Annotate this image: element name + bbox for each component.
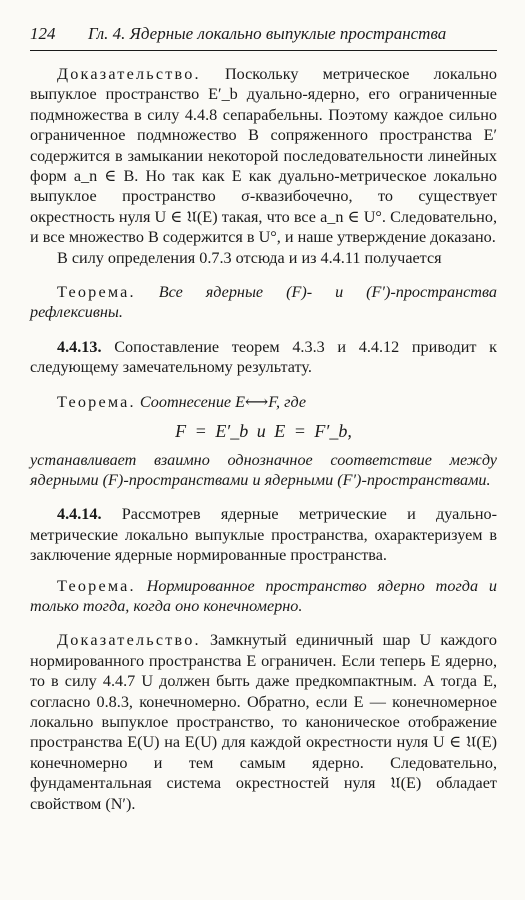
running-header bbox=[30, 20, 497, 51]
theorem-intro: Соотнесение E⟷F, где bbox=[139, 392, 307, 411]
page-body bbox=[30, 64, 497, 814]
page-number: 124 bbox=[30, 24, 56, 43]
proof-paragraph-1 bbox=[30, 64, 497, 248]
theorem-label: Теорема. bbox=[57, 283, 136, 302]
theorem-label: Теорема. bbox=[57, 392, 136, 411]
section-4-4-13 bbox=[30, 337, 497, 378]
theorem-label: Теорема. bbox=[57, 576, 136, 595]
section-number: 4.4.13. bbox=[57, 337, 102, 356]
running-title: Гл. 4. Ядерные локально выпуклые пространства bbox=[88, 24, 447, 43]
theorem-text: Все ядерные (F)- и (F′)-пространства рефлексивны. bbox=[30, 283, 497, 322]
proof-label: Доказательство. bbox=[57, 631, 201, 650]
paragraph-corollary: В силу определения 0.7.3 отсюда и из 4.4.11 получается bbox=[57, 248, 442, 267]
theorem-correspondence-text: устанавливает взаимно однозначное соответствие между ядерными (F)-пространствами и ядерными (F′)-пространствами. bbox=[30, 450, 497, 489]
proof-paragraph-2 bbox=[30, 630, 497, 814]
theorem-text: Нормированное пространство ядерно тогда и только тогда, когда оно конечномерно. bbox=[30, 576, 497, 615]
section-4-4-14 bbox=[30, 504, 497, 565]
proof-text: Поскольку метрическое локально выпуклое пространство E′_b дуально-ядерно, его ограниченные подмножества в силу 4.4.8 сепарабельны. Поэтому каждое сильно ограниченное подмножество B сопряженного пространства E′ содержится в замыкании некоторой последовательности линейных форм a_n ∈ B. Но так как E как дуально-метрическое локально выпуклое пространство σ-квазибочечно, то существует окрестность нуля U ∈ 𝔘(E) такая, что все a_n ∈ U°. Следовательно, и все множество B содержится в U°, и наше утверждение доказано. bbox=[30, 65, 497, 247]
section-text: Рассмотрев ядерные метрические и дуально-метрические локально выпуклые пространства, охарактеризуем в заключение ядерные нормированные пространства. bbox=[30, 505, 498, 565]
section-text: Сопоставление теорем 4.3.3 и 4.4.12 приводит к следующему замечательному результату. bbox=[30, 337, 497, 377]
theorem-reflexive bbox=[30, 282, 497, 323]
display-formula: F = E′_b и E = F′_b, bbox=[175, 421, 352, 442]
section-number: 4.4.14. bbox=[57, 505, 102, 524]
theorem-correspondence bbox=[30, 392, 497, 412]
proof-label: Доказательство. bbox=[57, 65, 201, 83]
theorem-normed bbox=[30, 576, 497, 617]
proof-text: Замкнутый единичный шар U каждого нормированного пространства E ограничен. Если теперь E ядерно, то в силу 4.4.7 U должен быть даже предкомпактным. А тогда E, согласно 0.8.3, конечномерно. Обратно, если E — конечномерное локально выпуклое пространство, то каноническое отображение пространства E(U) на E(U) для каждой окрестности нуля U ∈ 𝔘(E) конечномерно и тем самым ядерно. Следовательно, фундаментальная система окрестностей нуля 𝔘(E) обладает свойством (N′). bbox=[30, 631, 497, 813]
